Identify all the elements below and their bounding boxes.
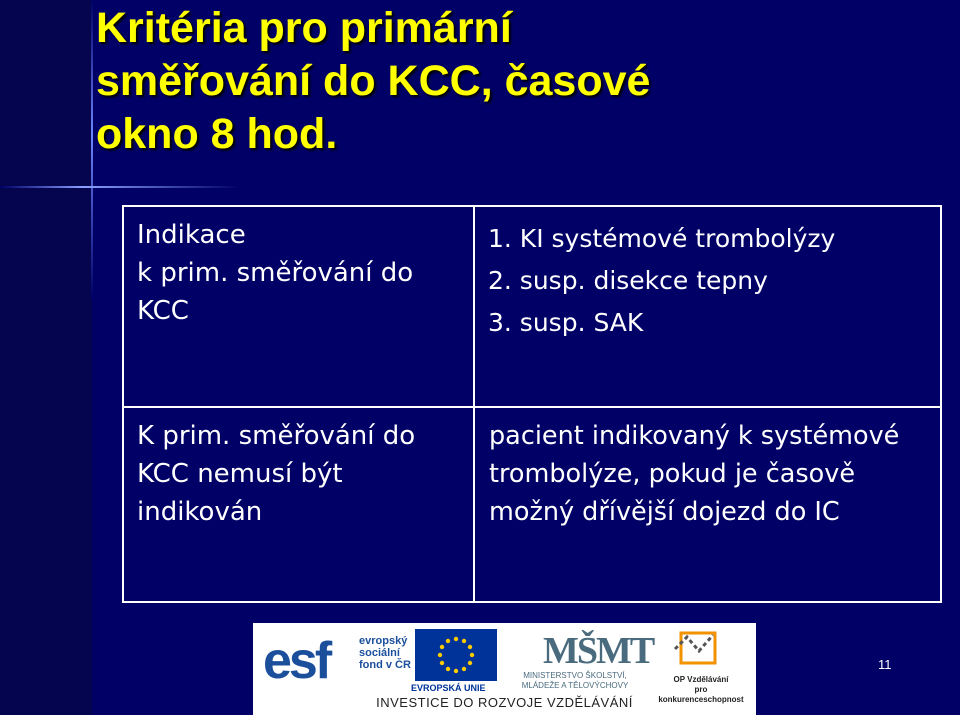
decor-vertical-line <box>91 0 93 300</box>
op-logo-icon <box>673 629 723 667</box>
op-label-line: OP Vzdělávání <box>673 675 729 684</box>
criteria-table <box>122 205 942 603</box>
title-line: okno 8 hod. <box>96 110 338 158</box>
cell-line: pacient indikovaný k systémové <box>489 421 900 451</box>
title-line: Kritéria pro primární <box>96 4 512 52</box>
esf-text-line: sociální <box>359 647 400 659</box>
left-decor-strip <box>0 0 92 715</box>
cell-line: KCC nemusí být <box>137 459 343 489</box>
decor-horizontal-line <box>0 186 240 188</box>
msmt-label-line: MINISTERSTVO ŠKOLSTVÍ, <box>523 671 627 680</box>
cell-line: trombolýze, pokud je časově <box>489 459 856 489</box>
table-cell-indication <box>123 206 474 407</box>
msmt-label-line: MLÁDEŽE A TĚLOVÝCHOVY <box>521 681 629 690</box>
eu-flag-icon <box>415 629 497 681</box>
footer-slogan: INVESTICE DO ROZVOJE VZDĚLÁVÁNÍ <box>376 695 633 710</box>
esf-text-line: fond v ČR <box>359 659 411 671</box>
slide-title <box>96 2 916 161</box>
msmt-logo: MŠMT <box>543 630 654 672</box>
list-item: 2. susp. disekce tepny <box>488 266 768 295</box>
table-row <box>123 206 941 407</box>
cell-line: možný dřívější dojezd do IC <box>489 497 840 527</box>
esf-logo <box>263 632 411 690</box>
table-cell-not-indicated <box>123 407 474 602</box>
table-row <box>123 407 941 602</box>
table-cell-not-indicated-detail <box>474 407 941 602</box>
cell-line: KCC <box>137 296 189 326</box>
cell-line: k prim. směřování do <box>137 258 414 288</box>
cell-line: indikován <box>137 497 263 527</box>
table-cell-indication-list <box>474 206 941 407</box>
op-label-line: pro konkurenceschopnost <box>658 685 744 704</box>
esf-mark: esf <box>263 632 330 690</box>
page-number: 11 <box>878 657 892 672</box>
list-item: 3. susp. SAK <box>488 308 644 337</box>
msmt-label <box>505 671 645 691</box>
logo-bar <box>253 623 756 715</box>
eu-label: EVROPSKÁ UNIE <box>411 683 486 693</box>
esf-text-line: evropský <box>359 635 408 647</box>
cell-line: Indikace <box>137 220 246 250</box>
title-line: směřování do KCC, časové <box>96 57 651 105</box>
esf-text <box>359 635 411 671</box>
list-item: 1. KI systémové trombolýzy <box>488 224 836 253</box>
cell-line: K prim. směřování do <box>137 421 416 451</box>
